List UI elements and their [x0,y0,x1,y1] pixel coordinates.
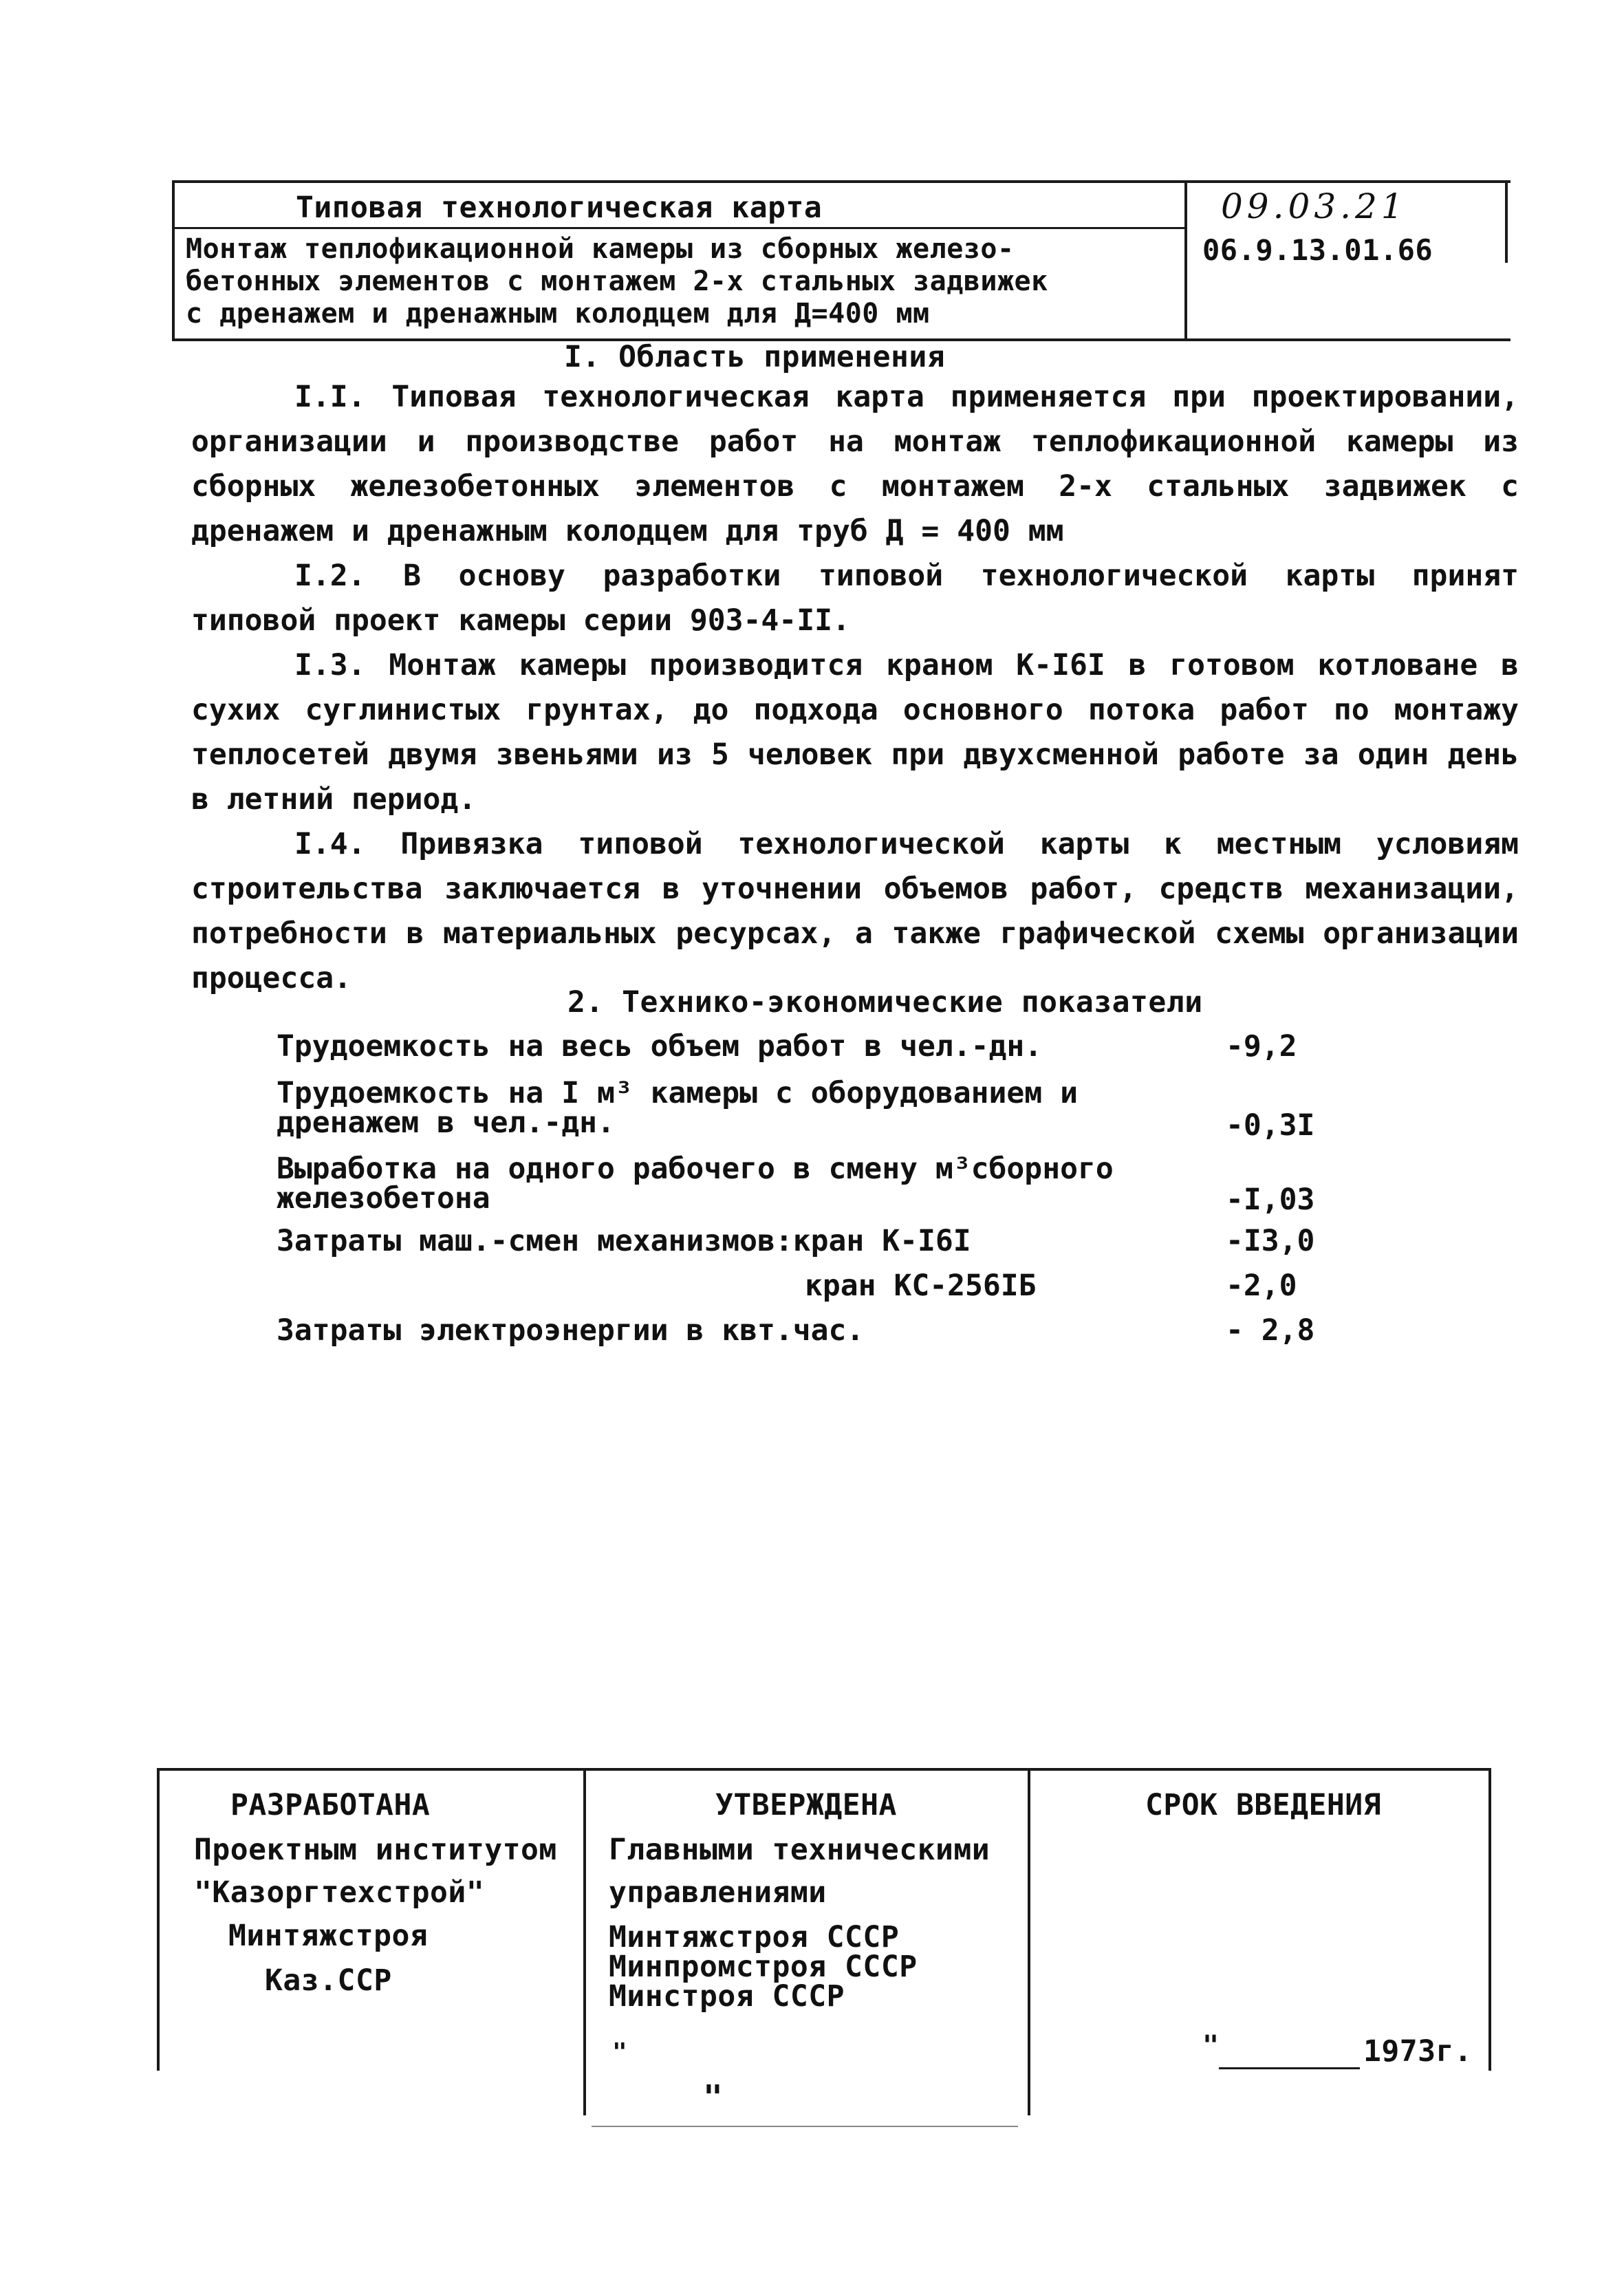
indicator-label-labor-total: Трудоемкость на весь объем работ в чел.-дн. [277,1029,1043,1064]
document-code: 06.9.13.01.66 [1202,233,1433,267]
footer-right-border [1488,1768,1491,2071]
header-right-border [1505,180,1508,263]
handwritten-code: 09.03.21 [1221,186,1407,226]
header-top-border [172,180,1511,183]
header-divider-vertical [1184,180,1187,341]
footer-developed-heading: РАЗРАБОТАНА [230,1788,431,1822]
footer-divider-2 [1028,1768,1030,2115]
footer-developed-line-4: Каз.ССР [265,1963,392,1998]
document-type-title: Типовая технологическая карта [296,191,823,225]
indicator-value-labor-total: -9,2 [1226,1029,1297,1064]
footer-approved-line-2: управлениями [609,1875,827,1910]
footer-effective-quote: " [1202,2030,1220,2062]
footer-approved-date-quote: " [612,2038,628,2067]
section-1-body [191,375,1519,1001]
indicator-label-machine-shifts: Затраты маш.-смен механизмов:кран К-I6I [277,1224,971,1258]
indicator-value-crane-ks2561b: -2,0 [1226,1269,1297,1303]
footer-approved-line-1: Главными техническими [609,1833,990,1867]
footer-approved-line-5: Минстроя СССР [609,1979,845,2014]
paragraph-1-3: I.3. Монтаж камеры производится краном К-I6I в готовом котловане в сухих суглинистых грунтах, до подхода основного потока работ по монтажу теплосетей двумя звеньями из 5 человек при двухсменной работе за один день в летний период. [191,648,1519,817]
document-subtitle-line-1: Монтаж теплофикационной камеры из сборных железо- [186,233,1015,265]
footer-developed-line-2: "Казоргтехстрой" [194,1875,485,1910]
indicator-label-crane-ks2561b: кран КС-256IБ [805,1269,1037,1303]
indicator-value-labor-per-m3: -0,3I [1226,1108,1315,1143]
footer-bottom-rule [592,2126,1018,2127]
header-mid-rule [172,227,1184,229]
footer-developed-line-3: Минтяжстроя [228,1919,429,1953]
footer-approved-date-mark: " [703,2078,724,2117]
footer-divider-1 [583,1768,586,2115]
footer-approved-line-3: Минтяжстроя СССР [609,1920,900,1954]
header-left-border [172,180,175,341]
indicator-value-electricity: - 2,8 [1226,1313,1315,1348]
document-subtitle-line-3: с дренажем и дренажным колодцем для Д=400 мм [186,298,930,330]
indicator-value-machine-shifts-k161: -I3,0 [1226,1224,1315,1258]
indicator-label-labor-per-m3-line-2: дренажем в чел.-дн. [277,1106,615,1140]
footer-developed-line-1: Проектным институтом [194,1833,557,1867]
footer-approved-line-4: Минпромстроя СССР [609,1950,918,1984]
indicator-label-labor-per-m3-line-1: Трудоемкость на I м³ камеры с оборудованием и [277,1076,1078,1110]
section-2-heading: 2. Технико-экономические показатели [567,985,1203,1020]
paragraph-1-1: I.I. Типовая технологическая карта применяется при проектировании, организации и производстве работ на монтаж теплофикационной камеры из сборных железобетонных элементов с монтажем 2-х стальных задвижек с дренажем и дренажным колодцем для труб Д = 400 мм [191,380,1519,548]
indicator-label-output-line-2: железобетона [277,1181,490,1216]
paragraph-1-2: I.2. В основу разработки типовой технологической карты принят типовой проект камеры серии 903-4-II. [191,559,1519,638]
document-subtitle-line-2: бетонных элементов с монтажем 2-х стальных задвижек [186,266,1048,297]
footer-effective-year: 1973г. [1363,2034,1473,2069]
section-1-heading: I. Область применения [564,340,946,374]
footer-effective-date-blank [1219,2067,1360,2069]
footer-left-border [157,1768,160,2071]
footer-approved-heading: УТВЕРЖДЕНА [715,1788,897,1822]
indicator-label-output-line-1: Выработка на одного рабочего в смену м³сборного [277,1152,1114,1186]
indicator-label-electricity: Затраты электроэнергии в квт.час. [277,1313,865,1348]
footer-top-border [157,1768,1491,1771]
footer-effective-heading: СРОК ВВЕДЕНИЯ [1145,1788,1382,1822]
indicator-value-output: -I,03 [1226,1183,1315,1217]
paragraph-1-4: I.4. Привязка типовой технологической карты к местным условиям строительства заключается в уточнении объемов работ, средств механизации, потребности в материальных ресурсах, а также графической схемы организации процесса. [191,827,1519,995]
